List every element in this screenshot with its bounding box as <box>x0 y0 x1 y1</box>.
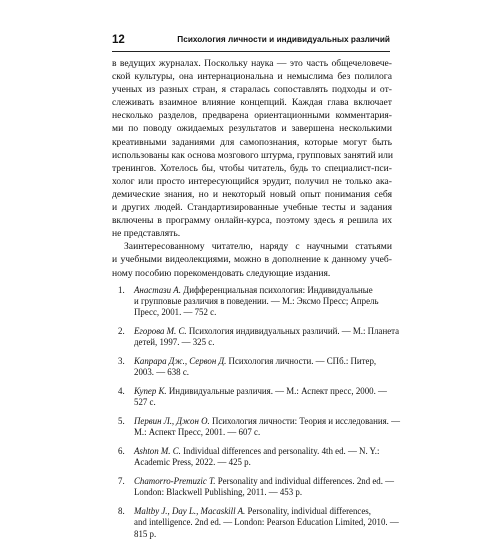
reference-item <box>112 446 392 468</box>
reference-item <box>112 506 399 540</box>
text-line: и других людей. Стандартизированные учебные тесты и задания <box>112 202 392 214</box>
reference-text: 815 p. <box>134 528 157 539</box>
reference-item <box>112 476 395 498</box>
reference-number: 5. <box>118 416 125 427</box>
text-line: ученых из разных стран, я старалась сопоставлять подходы и от- <box>112 84 392 96</box>
reference-text: Индивидуальные различия. — М.: Аспект пресс, 2000. — <box>168 386 387 397</box>
text-line: холог или просто интересующийся эрудит, получил не только ака- <box>112 175 392 187</box>
text-line: Заинтересованному читателю, наряду с научными статьями <box>124 241 392 253</box>
reference-author: Капрара Дж., Сервон Д. <box>134 356 227 367</box>
text-line: включены в программу онлайн-курса, поэтому здесь я решила их <box>112 215 392 227</box>
reference-text: Психология личности: Теория и исследования. — <box>211 416 400 427</box>
reference-text: Personality, individual differences, <box>247 506 371 517</box>
reference-number: 2. <box>118 326 125 337</box>
reference-text: 2003. — 638 с. <box>134 367 189 378</box>
text-line: в ведущих журналах. Поскольку наука — это часть общечеловече- <box>112 58 392 69</box>
reference-item <box>112 356 392 378</box>
text-line: ми по поводу ожидаемых результатов и завершена несколькими <box>112 123 392 135</box>
text-line: использованы как основа мозгового штурма, групповых занятий или <box>112 149 394 161</box>
text-line: креативными заданиями для самопознания, которые могут быть <box>112 136 392 148</box>
reference-item <box>112 285 392 319</box>
reference-number: 6. <box>118 446 125 457</box>
reference-item <box>112 326 400 348</box>
reference-text: и групповые различия в поведении. — М.: Эксмо Пресс; Апрель <box>134 296 379 307</box>
reference-number: 3. <box>118 356 125 367</box>
reference-text: Academic Press, 2022. — 425 p. <box>134 457 251 468</box>
reference-list <box>112 285 400 547</box>
reference-number: 8. <box>118 506 125 517</box>
text-line: ской культуры, она интернациональна и немыслима без полилога <box>112 71 392 83</box>
reference-text: Personality and individual differences. 2nd ed. — <box>217 476 395 487</box>
text-line: и учебными видеолекциями, можно в дополнение к данному учеб- <box>112 254 392 266</box>
reference-item <box>112 386 392 408</box>
text-line: слеживать взаимное влияние концепций. Каждая глава включает <box>112 97 392 109</box>
reference-author: Ashton M. C. <box>134 446 181 457</box>
text-line: ному пособию порекомендовать следующие издания. <box>112 267 331 279</box>
reference-text: Психология индивидуальных различий. — М.: Планета <box>188 326 400 337</box>
reference-number: 1. <box>118 285 125 295</box>
reference-text: 527 с. <box>134 397 156 408</box>
reference-text: Пресс, 2001. — 752 с. <box>134 307 217 318</box>
reference-text: Individual differences and personality. 4th ed. — N. Y.: <box>183 446 380 457</box>
reference-author: Maltby J., Day L., Macaskill A. <box>134 506 246 517</box>
running-title: Психология личности и индивидуальных различий <box>177 35 390 44</box>
reference-text: Психология личности. — СПб.: Питер, <box>228 356 377 367</box>
running-header <box>112 31 390 52</box>
paragraph <box>112 57 392 240</box>
reference-author: Егорова М. С. <box>134 326 187 337</box>
reference-author: Первин Л., Джон О. <box>134 416 210 427</box>
text-line: несколько разделов, предварена ориентационными комментария- <box>112 110 392 122</box>
body-text <box>112 57 392 280</box>
reference-number: 7. <box>118 476 125 487</box>
reference-text: Дифференциальная психология: Индивидуальные <box>183 285 373 295</box>
reference-text: and intelligence. 2nd ed. — London: Pearson Education Limited, 2010. — <box>134 517 399 528</box>
paragraph <box>112 240 392 279</box>
page-number: 12 <box>112 34 125 46</box>
reference-number: 4. <box>118 386 125 397</box>
text-line: не представлять. <box>112 228 181 240</box>
text-line: тренингов. Хотелось бы, чтобы читатель, будь то специалист-пси- <box>112 162 392 174</box>
reference-author: Анастази А. <box>134 285 181 295</box>
text-line: демические знания, но и некоторый новый опыт понимания себя <box>112 188 392 200</box>
reference-text: М.: Аспект Пресс, 2001. — 607 с. <box>134 427 261 438</box>
reference-text: London: Blackwell Publishing, 2011. — 453 p. <box>134 487 303 498</box>
reference-author: Chamorro-Premuzic T. <box>134 476 216 487</box>
reference-author: Купер К. <box>134 386 167 397</box>
reference-text: детей, 1997. — 325 с. <box>134 337 215 348</box>
reference-item <box>112 416 400 438</box>
